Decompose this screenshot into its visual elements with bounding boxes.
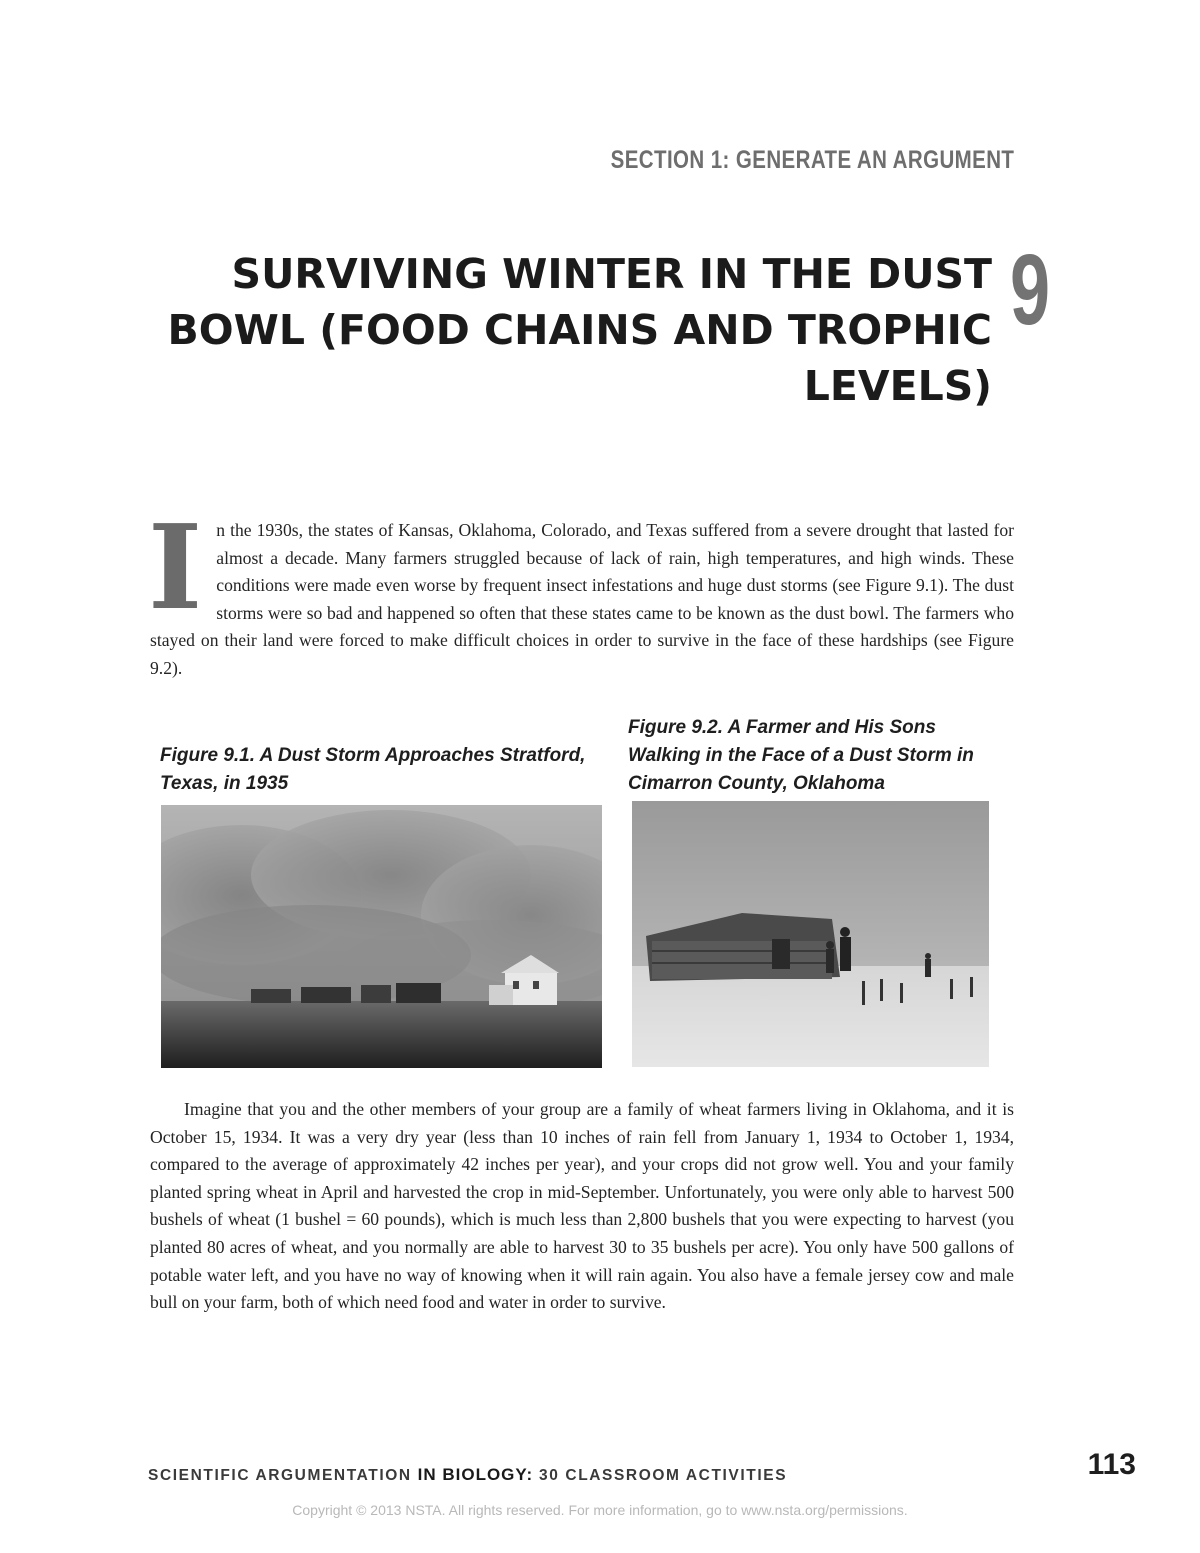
footer-title-emph: IN BIOLOGY: — [417, 1465, 534, 1484]
section-label: SECTION 1: GENERATE AN ARGUMENT — [610, 146, 1014, 174]
intro-paragraph — [148, 500, 1014, 683]
drop-cap: I — [148, 500, 203, 636]
intro-text: n the 1930s, the states of Kansas, Oklahoma, Colorado, and Texas suffered from a severe drought that lasted for almost a decade. Many farmers struggled because of lack of rain, high temperatures, and high winds. These conditions were made even worse by frequent insect infestations and huge dust storms (see Figure 9.1). The dust storms were so bad and happened so often that these states came to be known as the dust bowl. The farmers who stayed on their land were forced to make difficult choices in order to survive in the face of these hardships (see Figure 9.2). — [150, 520, 1014, 678]
footer-book-title — [148, 1465, 787, 1485]
footer-title-part1: SCIENTIFIC ARGUMENTATION — [148, 1467, 418, 1484]
body-paragraph: Imagine that you and the other members of your group are a family of wheat farmers living in Oklahoma, and it is October 15, 1934. It was a very dry year (less than 10 inches of rain fell from January 1, 1934 to October 1, 1934, compared to the average of approximately 42 inches per year), and your crops did not grow well. You and your family planted spring wheat in April and harvested the crop in mid-September. Unfortunately, you were only able to harvest 500 bushels of wheat (1 bushel = 60 pounds), which is much less than 2,800 bushels that you were expecting to harvest (you planted 80 acres of wheat, and you normally are able to harvest 30 to 35 bushels per acre). You only have 500 gallons of potable water left, and you have no way of knowing when it will rain again. You also have a female jersey cow and male bull on your farm, both of which need food and water in order to survive. — [150, 1099, 1014, 1313]
footer-title-part2: 30 CLASSROOM ACTIVITIES — [533, 1467, 788, 1484]
figure-9-1-caption: Figure 9.1. A Dust Storm Approaches Stratford, Texas, in 1935 — [160, 745, 586, 794]
figure-9-2-caption: Figure 9.2. A Farmer and His Sons Walking in the Face of a Dust Storm in Cimarron County, Oklahoma — [628, 717, 974, 794]
chapter-title: SURVIVING WINTER IN THE DUST BOWL (FOOD CHAINS AND TROPHIC LEVELS) — [167, 250, 992, 410]
figure-9-1-photo — [161, 805, 602, 1068]
page-number: 113 — [1087, 1448, 1136, 1481]
copyright-notice: Copyright © 2013 NSTA. All rights reserved. For more information, go to www.nsta.org/permissions. — [292, 1502, 908, 1518]
figure-9-2-photo — [632, 801, 989, 1067]
chapter-number: 9 — [1010, 234, 1051, 346]
